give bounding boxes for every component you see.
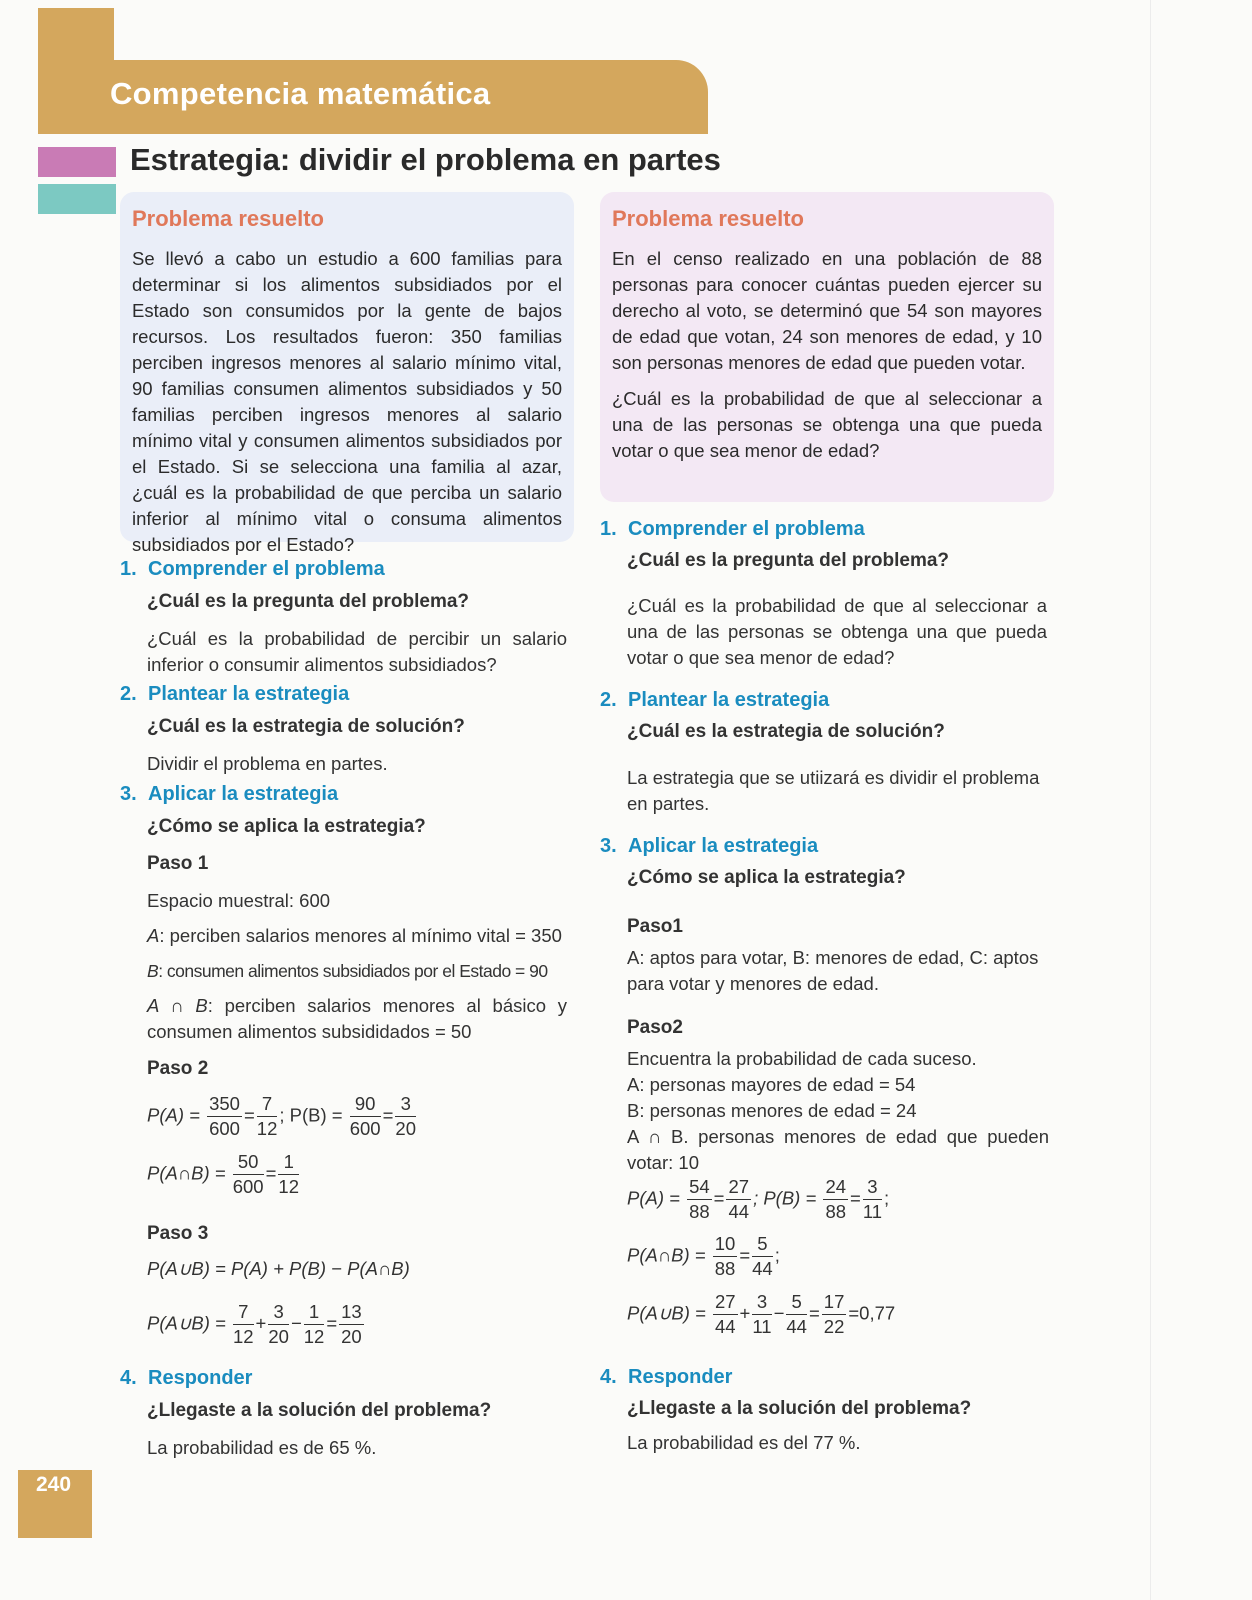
left-event-a: [147, 923, 577, 949]
event-var: A: [147, 925, 160, 946]
right-eq-pa-pb: P(A) = $\frac{54}{88}$ = $\frac{27}{44}$ ; P(B) = $\frac{24}{88}$ = $\frac{3}{11}$ ;: [627, 1176, 890, 1222]
fraction: [278, 1150, 299, 1199]
numerator: 3: [268, 1300, 289, 1325]
left-step-1-answer: ¿Cuál es la probabilidad de percibir un salario inferior o consumir alimentos subsidiados?: [147, 628, 567, 675]
step-number: 2.: [600, 689, 617, 711]
right-paso-2-line-1: Encuentra la probabilidad de cada suceso.: [627, 1048, 977, 1069]
right-paso-1: Paso1: [627, 916, 683, 937]
numerator: 350: [207, 1092, 242, 1117]
event-text: : perciben salarios menores al mínimo vital = 350: [159, 925, 562, 946]
right-box-text-2: ¿Cuál es la probabilidad de que al seleccionar a una de las personas se obtenga una que pueda votar o que sea menor de edad?: [612, 388, 1042, 461]
fraction: [257, 1092, 278, 1141]
right-paso-2: Paso2: [627, 1017, 683, 1038]
left-paso-1: Paso 1: [147, 853, 209, 874]
denominator: 44: [714, 1316, 736, 1337]
denominator: 20: [268, 1326, 289, 1347]
right-paso-2-line-3: B: personas menores de edad = 24: [627, 1100, 917, 1121]
step-number: 3.: [120, 783, 137, 805]
step-label: Responder: [628, 1366, 733, 1388]
right-eq-union: P(A∪B) = $\frac{27}{44}$ + $\frac{3}{11}$ − $\frac{5}{44}$ = $\frac{17}{22}$ =0,77: [627, 1291, 896, 1337]
fraction: [786, 1290, 807, 1339]
right-step-4-answer: La probabilidad es del 77 %.: [627, 1432, 861, 1453]
fraction: [233, 1150, 264, 1199]
denominator: 88: [714, 1258, 736, 1279]
fraction: [713, 1232, 738, 1281]
left-step-2-question: ¿Cuál es la estrategia de solución?: [147, 716, 465, 737]
left-step-4-answer: La probabilidad es de 65 %.: [147, 1437, 377, 1458]
step-label: Comprender el problema: [148, 558, 385, 580]
denominator: 600: [232, 1176, 264, 1197]
fraction: [822, 1290, 847, 1339]
right-problem-box: [600, 192, 1054, 502]
numerator: 5: [786, 1290, 807, 1315]
fraction: [752, 1290, 771, 1339]
left-paso-2: Paso 2: [147, 1058, 209, 1079]
denominator: 12: [278, 1176, 299, 1197]
denominator: 11: [752, 1316, 772, 1337]
left-step-1-heading: [120, 558, 385, 581]
denominator: 12: [256, 1118, 278, 1139]
eq-result: =0,77: [848, 1302, 896, 1324]
fraction: [687, 1175, 712, 1224]
fraction: [233, 1300, 254, 1349]
fraction: [726, 1175, 751, 1224]
left-step-1-question: ¿Cuál es la pregunta del problema?: [147, 591, 470, 612]
right-step-2-heading: [600, 689, 829, 712]
event-var: A ∩ B: [147, 995, 208, 1016]
left-step-3-question: ¿Cómo se aplica la estrategia?: [147, 816, 426, 837]
right-step-3-question: ¿Cómo se aplica la estrategia?: [627, 867, 906, 888]
denominator: 12: [232, 1326, 254, 1347]
left-step-2-heading: [120, 683, 349, 706]
denominator: 11: [862, 1201, 883, 1222]
step-label: Plantear la estrategia: [148, 683, 350, 705]
right-eq-pab: P(A∩B) = $\frac{10}{88}$ = $\frac{5}{44}$ ;: [627, 1233, 780, 1279]
left-event-ab: [147, 993, 567, 1045]
right-box-title: Problema resuelto: [612, 206, 804, 231]
page-number: 240: [36, 1473, 72, 1496]
eq-lhs: P(A∩B) =: [627, 1244, 706, 1266]
fraction: [350, 1092, 381, 1141]
right-paso-2-line-2: A: personas mayores de edad = 54: [627, 1074, 916, 1095]
left-eq-union: P(A∪B) = $\frac{7}{12}$ + $\frac{3}{20}$ − $\frac{1}{12}$ = $\frac{13}{20}$: [147, 1301, 362, 1347]
denominator: 600: [349, 1118, 381, 1139]
event-text: : consumen alimentos subsidiados por el Estado = 90: [158, 961, 548, 981]
left-step-4-question: ¿Llegaste a la solución del problema?: [147, 1400, 492, 1421]
numerator: 27: [713, 1290, 738, 1315]
eq-lhs: P(A∪B) =: [147, 1312, 226, 1334]
event-text: : perciben salarios menores al básico y consumen alimentos subsididados = 50: [147, 995, 567, 1042]
numerator: 17: [822, 1290, 847, 1315]
fraction: [207, 1092, 242, 1141]
fraction: [339, 1300, 364, 1349]
denominator: 88: [689, 1201, 710, 1222]
right-step-4-heading: [600, 1366, 732, 1389]
eq-lhs: P(A) =: [147, 1104, 200, 1126]
header-tab: [38, 8, 114, 68]
denominator: 20: [341, 1326, 362, 1347]
left-event-b: [147, 958, 577, 984]
numerator: 54: [687, 1175, 712, 1200]
numerator: 1: [278, 1150, 299, 1175]
left-problem-box: [120, 192, 574, 555]
eq-lhs: P(A) =: [627, 1187, 680, 1209]
right-step-2-answer: La estrategia que se utiizará es dividir el problema en partes.: [627, 767, 1040, 814]
fraction: [863, 1175, 882, 1224]
right-step-1-answer: ¿Cuál es la probabilidad de que al seleccionar a una de las personas se obtenga una que pueda votar o que sea menor de edad?: [627, 595, 1047, 668]
numerator: 3: [863, 1175, 882, 1200]
left-box-title: Problema resuelto: [132, 206, 324, 231]
step-number: 4.: [120, 1367, 137, 1389]
numerator: 3: [395, 1092, 416, 1117]
numerator: 27: [726, 1175, 751, 1200]
right-step-1-heading: [600, 518, 865, 541]
right-step-2-question: ¿Cuál es la estrategia de solución?: [627, 721, 945, 742]
step-label: Responder: [148, 1367, 253, 1389]
page-edge: [1150, 0, 1151, 1600]
section-title: Competencia matemática: [110, 76, 491, 111]
denominator: 22: [823, 1316, 845, 1337]
denominator: 600: [209, 1118, 240, 1139]
eq-lhs: P(A∩B) =: [147, 1162, 226, 1184]
step-number: 1.: [120, 558, 137, 580]
fraction: [268, 1300, 289, 1349]
left-union-formula: P(A∪B) = P(A) + P(B) − P(A∩B): [147, 1258, 410, 1279]
numerator: 3: [752, 1290, 771, 1315]
left-sample-space: Espacio muestral: 600: [147, 890, 331, 911]
left-step-3-heading: [120, 783, 338, 806]
numerator: 13: [339, 1300, 364, 1325]
left-step-4-heading: [120, 1367, 252, 1390]
step-label: Plantear la estrategia: [628, 689, 830, 711]
denominator: 12: [303, 1326, 325, 1347]
numerator: 7: [257, 1092, 278, 1117]
left-eq-pab: P(A∩B) = $\frac{50}{600}$ = $\frac{1}{12}$: [147, 1151, 299, 1197]
step-label: Aplicar la estrategia: [148, 783, 339, 805]
left-box-text: Se llevó a cabo un estudio a 600 familias para determinar si los alimentos subsidiados por el Estado son consumidos por la gente de bajos recursos. Los resultados fueron: 350 familias perciben ingresos menores al salario mínimo vital, 90 familias consumen alimentos subsidiados y 50 familias perciben ingresos menores al salario mínimo vital y consumen alimentos subsidiados por el Estado. Si se selecciona una familia al azar, ¿cuál es la probabilidad de que perciba un salario inferior al mínimo vital o consuma alimentos subsidiados por el Estado?: [132, 248, 562, 555]
numerator: 24: [823, 1175, 848, 1200]
step-label: Aplicar la estrategia: [628, 835, 819, 857]
right-step-1-question: ¿Cuál es la pregunta del problema?: [627, 550, 950, 571]
fraction: [304, 1300, 325, 1349]
numerator: 50: [233, 1150, 264, 1175]
fraction: [823, 1175, 848, 1224]
fraction: [713, 1290, 738, 1339]
numerator: 10: [713, 1232, 738, 1257]
eq-lhs: ; P(B) =: [279, 1104, 343, 1126]
fraction: [395, 1092, 416, 1141]
numerator: 90: [350, 1092, 381, 1117]
right-step-4-question: ¿Llegaste a la solución del problema?: [627, 1398, 972, 1419]
numerator: 1: [304, 1300, 325, 1325]
eq-lhs: ; P(B) =: [753, 1187, 817, 1209]
numerator: 5: [752, 1232, 773, 1257]
step-number: 4.: [600, 1366, 617, 1388]
right-box-text-1: En el censo realizado en una población de 88 personas para conocer cuántas pueden ejercer su derecho al voto, se determinó que 54 son mayores de edad que votan, 24 son menores de edad, y 10 son personas menores de edad que pueden votar.: [612, 248, 1042, 373]
right-paso-2-line-4: A ∩ B. personas menores de edad que pueden votar: 10: [627, 1126, 1049, 1173]
teal-marker: [38, 184, 116, 214]
right-paso-1-text: A: aptos para votar, B: menores de edad, C: aptos para votar y menores de edad.: [627, 947, 1039, 994]
event-var: B: [147, 961, 159, 981]
eq-lhs: P(A∪B) =: [627, 1302, 706, 1324]
pink-marker: [38, 147, 116, 177]
fraction: [752, 1232, 773, 1281]
strategy-title: Estrategia: dividir el problema en partes: [130, 142, 721, 177]
denominator: 44: [728, 1201, 750, 1222]
numerator: 7: [233, 1300, 254, 1325]
step-label: Comprender el problema: [628, 518, 865, 540]
left-paso-3: Paso 3: [147, 1223, 209, 1244]
left-eq-pa-pb: P(A) = $\frac{350}{600}$ = $\frac{7}{12}$ ; P(B) = $\frac{90}{600}$ = $\frac{3}{20}$: [147, 1093, 416, 1139]
right-step-3-heading: [600, 835, 818, 858]
step-number: 2.: [120, 683, 137, 705]
denominator: 44: [752, 1258, 773, 1279]
step-number: 3.: [600, 835, 617, 857]
step-number: 1.: [600, 518, 617, 540]
left-step-2-answer: Dividir el problema en partes.: [147, 753, 388, 774]
denominator: 88: [825, 1201, 847, 1222]
denominator: 44: [786, 1316, 807, 1337]
denominator: 20: [395, 1118, 416, 1139]
